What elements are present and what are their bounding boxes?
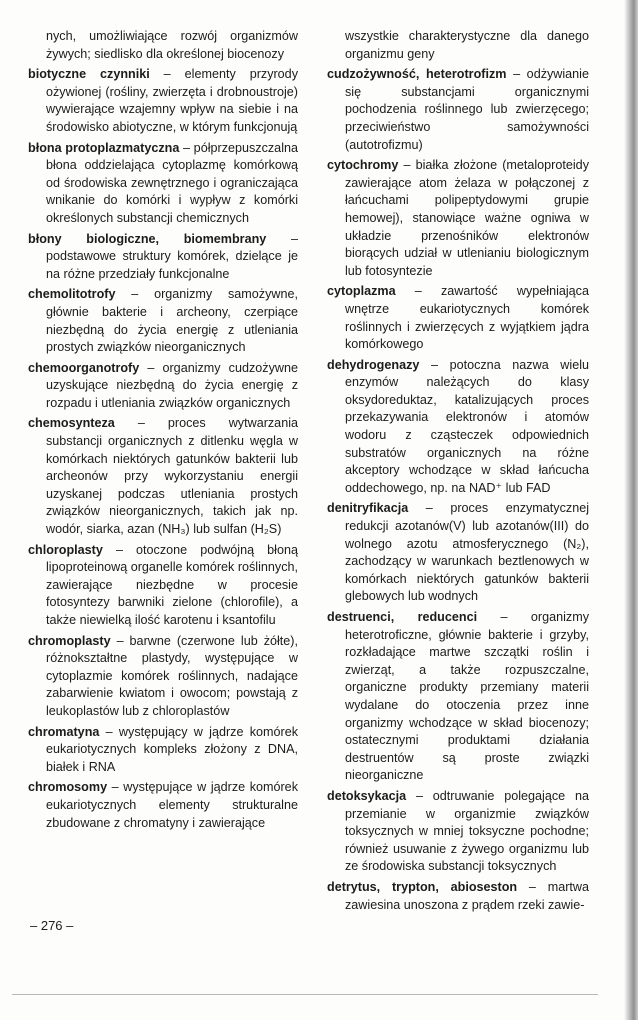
- glossary-entry: [327, 879, 589, 914]
- left-column: [28, 28, 298, 835]
- entry-term: cytoplazma: [327, 284, 396, 299]
- entry-definition: – organizmy cudzożywne uzyskujące niezbędną do życia energię z rozpadu i utleniania związków organicznych: [46, 360, 298, 410]
- glossary-entry: [327, 283, 589, 353]
- entry-term: chemolitotrofy: [28, 287, 116, 302]
- entry-term: destruenci, reducenci: [327, 610, 478, 624]
- page-edge-shadow: [624, 0, 638, 1020]
- entry-term: błony biologiczne, biomembrany: [28, 231, 267, 246]
- entry-term: chromoplasty: [28, 633, 111, 648]
- entry-term: chloroplasty: [28, 542, 103, 557]
- entry-term: dehydrogenazy: [327, 357, 420, 372]
- entry-definition: – martwa zawiesina unoszona z prądem rzeki zawie-: [345, 879, 589, 912]
- glossary-entry: [28, 415, 298, 538]
- entry-definition: – białka złożone (metaloproteidy zawierające atom żelaza w połączonej z łańcuchami polipeptydowymi grupie hemowej), stanowiące ważne ogniwa w układzie przenośników elektronów biorących udział w utlenianiu biologicznym lub fotosyntezie: [345, 158, 589, 278]
- glossary-entry: [327, 788, 589, 876]
- entry-definition: – organizmy samożywne, głównie bakterie i archeony, czerpiące niezbędną do życia energię z utleniania prostych związków nieorganicznych: [46, 287, 298, 355]
- glossary-entry: [327, 609, 589, 785]
- entry-definition: – podstawowe struktury komórek, dzielące je na różne przedziały funkcjonalne: [46, 231, 298, 281]
- glossary-entry: [28, 140, 298, 228]
- entry-definition: – barwne (czerwone lub żółte), różnokształtne plastydy, występujące w cytoplazmie komórek roślinnych, nadające zabarwienie kwiatom i owocom; powstają z leukoplastów lub z chloroplastów: [46, 633, 298, 718]
- entry-definition: – półprzepuszczalna błona oddzielająca cytoplazmę komórkową od środowiska zewnętrznego i ograniczająca wnikanie do komórki i wypływ z komórki określonych substancji chemicznych: [46, 140, 298, 225]
- entry-term: cytochromy: [327, 158, 399, 173]
- page-number: – 276 –: [30, 918, 74, 933]
- glossary-entry: [28, 779, 298, 832]
- entry-definition: – potoczna nazwa wielu enzymów należących do klasy oksydoreduktaz, katalizujących proces przekazywania elektronów i atomów wodoru z cząsteczek odpowiednich substratów organicznych na różne akceptory wchodzące w skład łańcucha oddechowego, np. na NAD⁺ lub FAD: [345, 357, 589, 495]
- glossary-entry: [327, 157, 589, 280]
- entry-definition: – proces enzymatycznej redukcji azotanów(V) lub azotanów(III) do wolnego azotu atmosferycznego (N₂), zachodzący w warunkach beztlenowych w komórkach niektórych gatunków bakterii glebowych lub wodnych: [345, 501, 589, 604]
- glossary-entry: [28, 724, 298, 777]
- glossary-entry: [327, 66, 589, 154]
- glossary-entry: [28, 286, 298, 356]
- entry-term: chemosynteza: [28, 416, 115, 431]
- right-column: [327, 28, 589, 917]
- glossary-entry: [327, 500, 589, 606]
- entry-term: detrytus, trypton, abioseston: [327, 879, 518, 894]
- entry-definition: – organizmy heterotroficzne, głównie bakterie i grzyby, rozkładające martwe szczątki roślin i zwierząt, a także rozpuszczalne, organiczne produkty przemiany materii wydalane do otoczenia przez inne organizmy wchodzące w skład biocenozy; ostatecznymi produktami działania destruentów są proste związki nieorganiczne: [345, 610, 589, 783]
- glossary-entry: [327, 357, 589, 498]
- entry-term: chemoorganotrofy: [28, 360, 140, 375]
- entry-definition: – elementy przyrody ożywionej (rośliny, zwierzęta i drobnoustroje) wywierające wzajemny wpływ na siebie i na środowisko abiotyczne, w którym funkcjonują: [46, 67, 298, 134]
- continuation-text: wszystkie charakterystyczne dla danego organizmu geny: [345, 29, 589, 61]
- entry-term: błona protoplazmatyczna: [28, 140, 180, 155]
- continuation-text: nych, umożliwiające rozwój organizmów żywych; siedlisko dla określonej biocenozy: [46, 29, 298, 61]
- entry-term: detoksykacja: [327, 788, 407, 803]
- glossary-entry: [28, 542, 298, 630]
- entry-term: chromatyna: [28, 724, 100, 739]
- entry-definition: – występujący w jądrze komórek eukariotycznych kompleks złożony z DNA, białek i RNA: [46, 724, 298, 774]
- entry-definition: – zawartość wypełniająca wnętrze eukariotycznych komórek roślinnych i zwierzęcych z wyjątkiem jądra komórkowego: [345, 284, 589, 352]
- entry-term: denitryfikacja: [327, 501, 409, 516]
- entry-term: cudzożywność, heterotrofizm: [327, 67, 507, 82]
- glossary-entry: [28, 360, 298, 413]
- entry-term: chromosomy: [28, 780, 108, 795]
- entry-term: biotyczne czynniki: [28, 67, 150, 82]
- entry-definition: – występujące w jądrze komórek eukariotycznych elementy strukturalne zbudowane z chromatyny i zawierające: [46, 780, 298, 830]
- entry-definition: – proces wytwarzania substancji organicznych z ditlenku węgla w komórkach niektórych gatunków bakterii lub archeonów przy wykorzystaniu energii uzyskanej podczas utleniania prostych związków nieorganicznych, takich jak np. wodór, siarka, azan (NH₃) lub sulfan (H₂S): [46, 416, 298, 537]
- entry-definition: – otoczone podwójną błoną lipoproteinową organelle komórek roślinnych, zawierające niezbędne w procesie fotosyntezy barwniki zielone (chlorofile), a także niewielką ilość karotenu i ksantofilu: [46, 542, 299, 627]
- glossary-entry: [28, 633, 298, 721]
- entry-definition: – odżywianie się substancjami organicznymi pochodzenia roślinnego lub zwierzęcego; przeciwieństwo samożywności (autotrofizmu): [345, 67, 589, 152]
- glossary-entry: [28, 66, 298, 136]
- entry-definition: – odtruwanie polegające na przemianie w organizmie związków toksycznych w mniej toksyczne pochodne; również usuwanie z żywego organizmu lub ze środowiska substancji toksycznych: [345, 788, 589, 874]
- page-bottom-rule: [12, 994, 598, 995]
- glossary-entry: [28, 231, 298, 284]
